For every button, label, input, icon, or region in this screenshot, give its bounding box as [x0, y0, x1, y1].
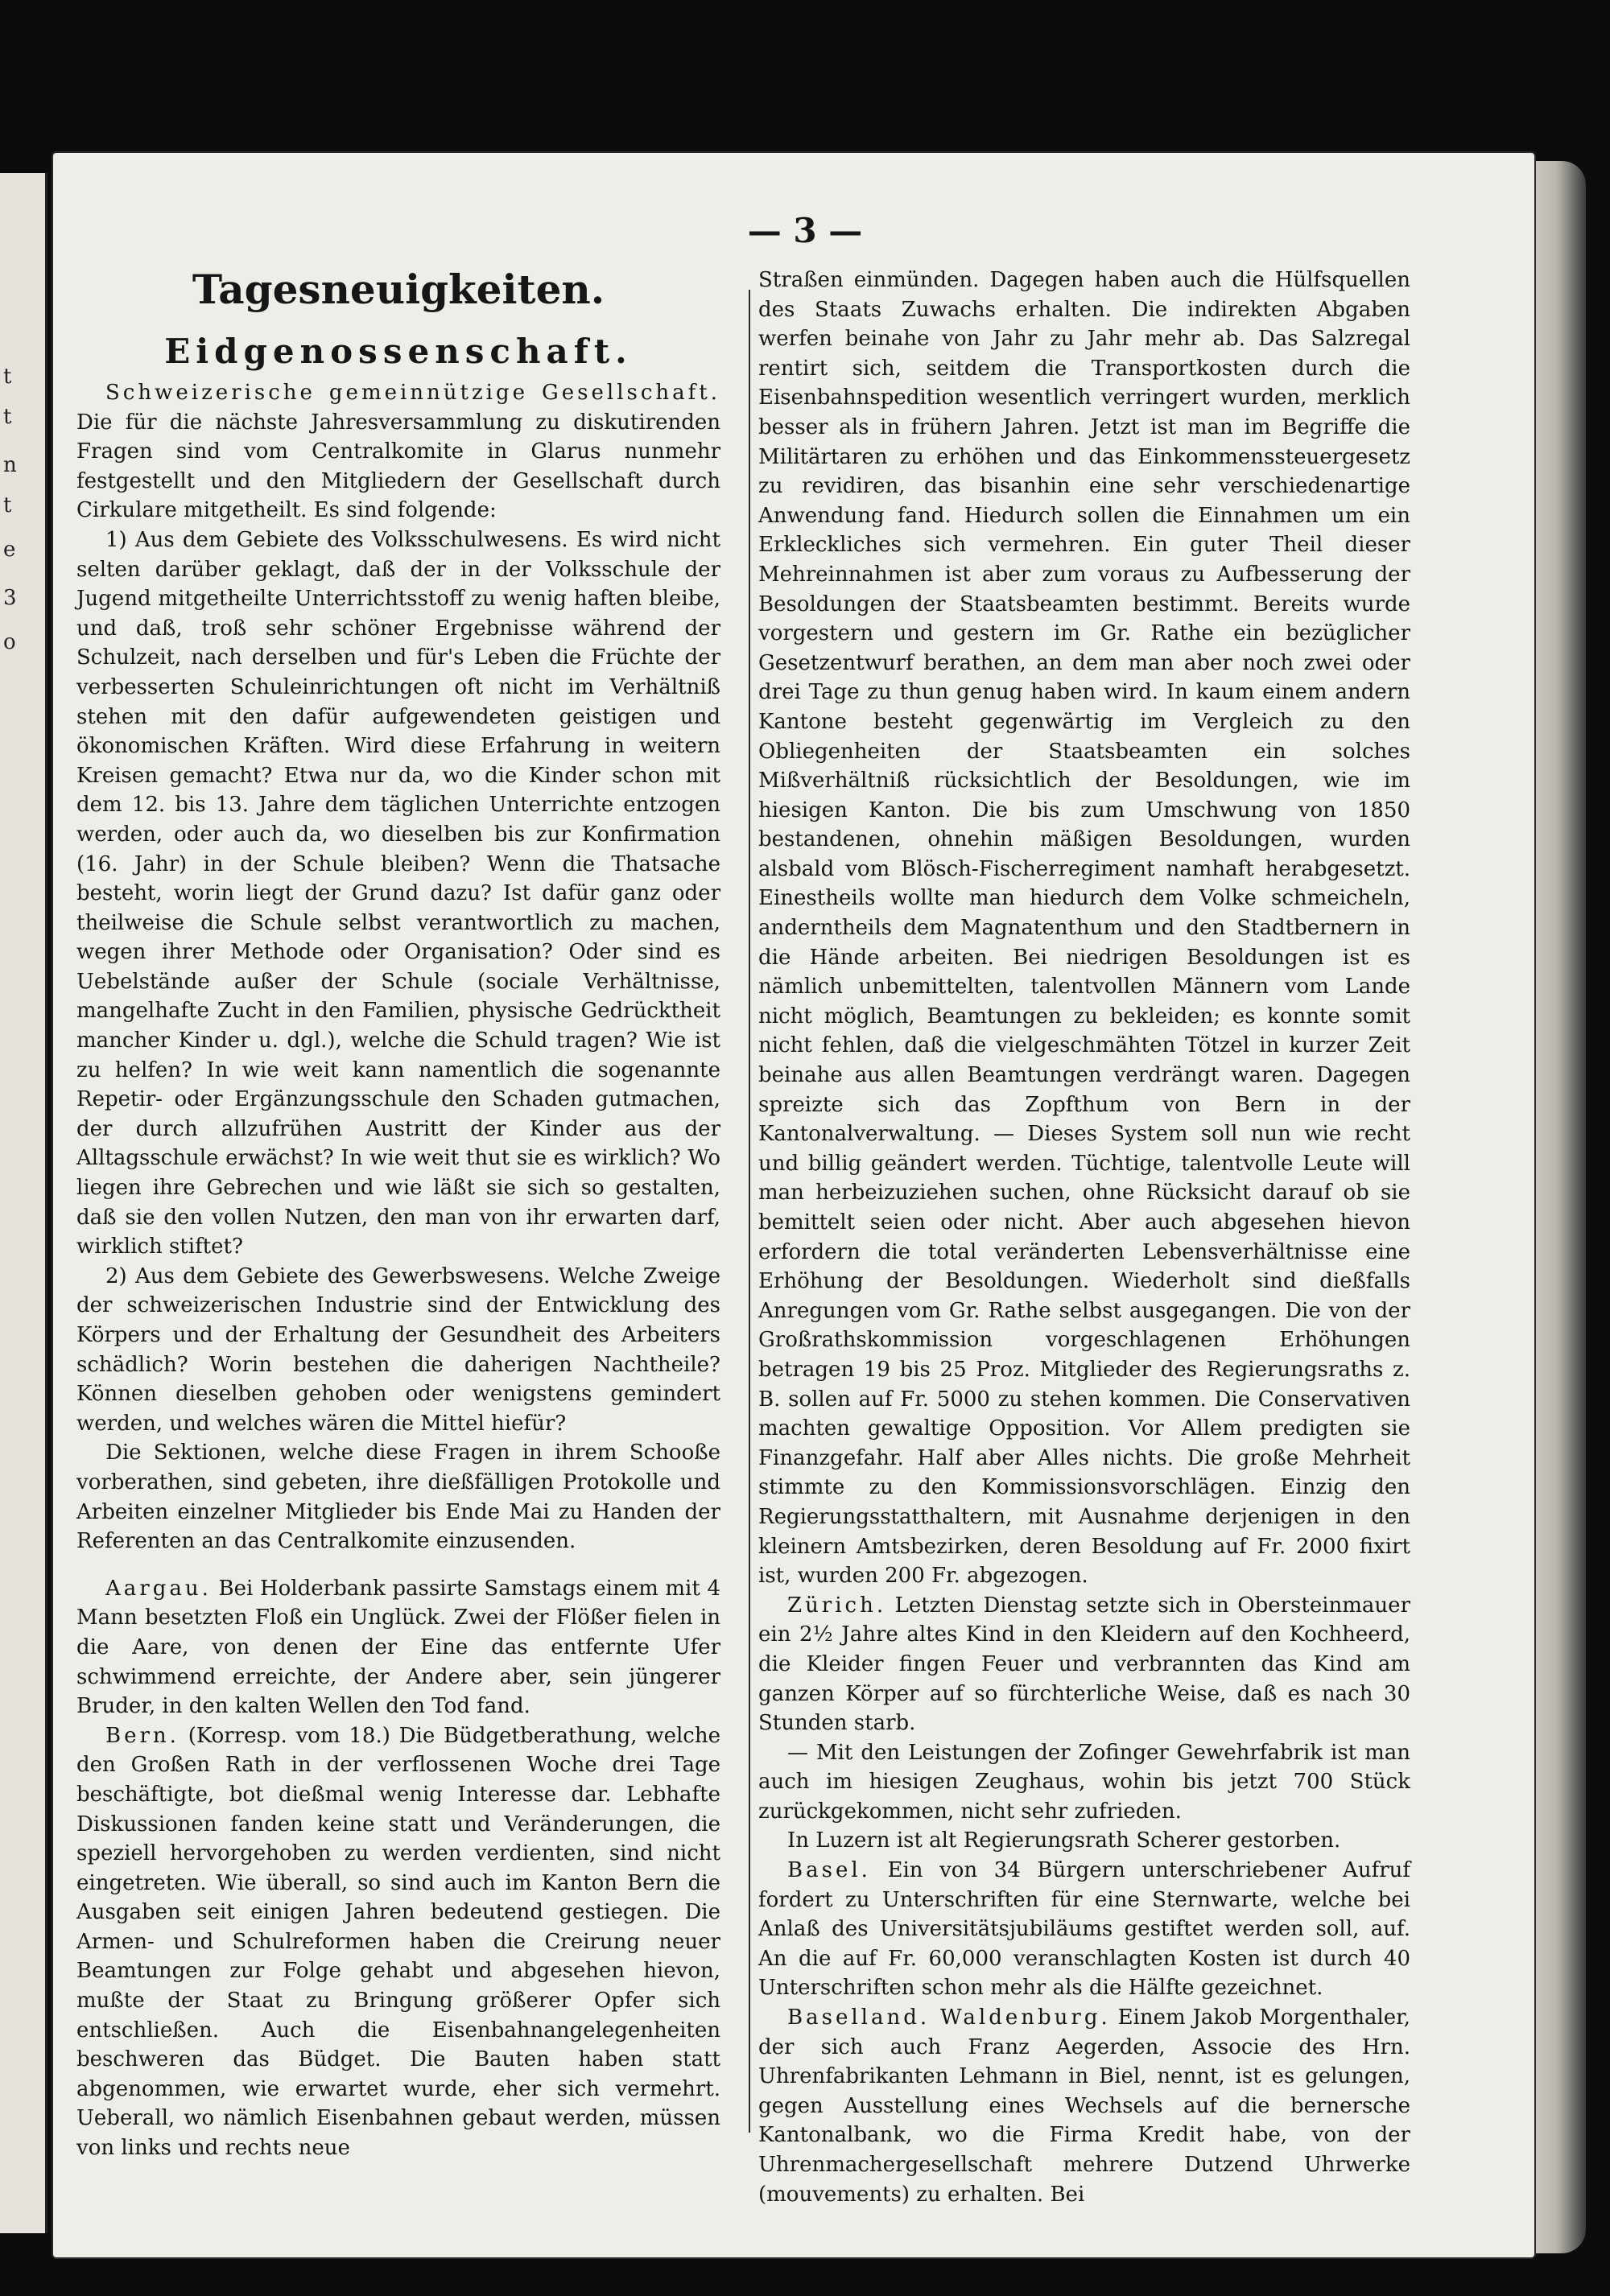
article-paragraph [758, 1856, 1410, 2003]
subsection-title: Eidgenossenschaft. [164, 332, 633, 371]
previous-page-fragment: n [3, 453, 17, 477]
article-text: Straßen einmünden. Dagegen haben auch die Hülfsquellen des Staats Zuwachs erhalten. Die indirekten Abgaben werfen beinahe von Jahr zu Jahr mehr ab. Das Salzregal rentirt sich, seitdem die Transportkosten durch die Eisenbahnspedition wesentlich verringert wurden, merklich besser als in frühern Jahren. Jetzt ist man im Begriffe die Militärtaren zu erhöhen und das Einkommenssteuergesetz zu revidiren, das bisanhin eine sehr verschiedenartige Anwendung fand. Hiedurch sollen die Einnahmen um ein Erkleckliches sich vermehren. Ein guter Theil dieser Mehreinnahmen ist aber zum voraus zu Aufbesserung der Besoldungen der Staatsbeamten bestimmt. Bereits wurde vorgestern und gestern im Gr. Rathe ein bezüglicher Gesetzentwurf berathen, an dem man aber noch zwei oder drei Tage zu thun genug haben wird. In kaum einem andern Kantone besteht gegenwärtig im Vergleich zu den Obliegenheiten der Staatsbeamten ein solches Mißverhältniß rücksichtlich der Besoldungen, wie im hiesigen Kanton. Die bis zum Umschwung von 1850 bestandenen, ohnehin mäßigen Besoldungen, wurden alsbald vom Blösch-Fischerregiment namhaft herabgesetzt. Einestheils wollte man hiedurch dem Volke schmeicheln, anderntheils dem Magnatenthum und den Stadtbernern in die Hände arbeiten. Bei niedrigen Besoldungen ist es nämlich unbemittelten, talentvollen Männern vom Lande nicht möglich, Beamtungen zu bekleiden; es konnte somit nicht fehlen, daß die vielgeschmähten Tötzel in kurzer Zeit beinahe aus allen Beamtungen verdrängt waren. Dagegen spreizte sich das Zopfthum von Bern in der Kantonalverwaltung. — Dieses System soll nun wie recht und billig geändert werden. Tüchtige, talentvolle Leute will man herbeizuziehen suchen, ohne Rücksicht darauf ob sie bemittelt seien oder nicht. Aber auch abgesehen hievon erfordern die total veränderten Lebensverhältnisse eine Erhöhung der Besoldungen. Wiederholt sind dießfalls Anregungen vom Gr. Rathe selbst ausgegangen. Die von der Großrathskommission vorgeschlagenen Erhöhungen betragen 19 bis 25 Proz. Mitglieder des Regierungsraths z. B. sollen auf Fr. 5000 zu stehen kommen. Die Conservativen machten gewaltige Opposition. Vor Allem predigten sie Finanzgefahr. Half aber Alles nichts. Die große Mehrheit stimmte zu den Kommissionsvorschlägen. Einzig den Regierungsstatthaltern, mit Ausnahme derjenigen in den kleinern Amtsbezirken, deren Besoldung auf Fr. 2000 fixirt ist, wurden 200 Fr. abgezogen. [758, 268, 1410, 1589]
article-paragraph [76, 1721, 720, 2163]
article-text: In Luzern ist alt Regierungsrath Scherer gestorben. [787, 1828, 1341, 1853]
article-text: (Korresp. vom 18.) Die Büdgetberathung, welche den Großen Rath in der verflossenen Woche drei Tage beschäftigte, bot dießmal wenig Interesse dar. Lebhafte Diskussionen fanden keine statt und Veränderungen, die speziell hervorgehoben zu werden verdienten, sind nicht eingetreten. Wie überall, so sind auch im Kanton Bern die Ausgaben seit einigen Jahren bedeutend gestiegen. Die Armen- und Schulreformen haben die Creirung neuer Beamtungen zur Folge gehabt und abgesehen hievon, mußte der Staat zu Bringung größerer Opfer sich entschließen. Auch die Eisenbahnangelegenheiten beschweren das Büdget. Die Bauten haben statt abgenommen, wie erwartet wurde, eher sich vermehrt. Ueberall, wo nämlich Eisenbahnen gebaut werden, müssen von links und rechts neue [76, 1723, 720, 2161]
article-text: Die für die nächste Jahresversammlung zu diskutirenden Fragen sind vom Centralkomite in Glarus nunmehr festgestellt und den Mitgliedern der Gesellschaft durch Cirkulare mitgetheilt. Es sind folgende: [76, 410, 720, 523]
left-column [76, 266, 720, 2163]
article-lead: 2) Aus dem Gebiete des Gewerbswesens. [105, 1263, 551, 1288]
article-text: Einem Jakob Morgenthaler, der sich auch Franz Aegerden, Associe des Hrn. Uhrenfabrikanten Lehmann in Biel, nennt, ist es gelungen, gegen Ausstellung eines Wechsels auf die bernersche Kantonalbank, wo die Firma Kredit habe, von der Uhrenmachergesellschaft mehrere Dutzend Uhrwerke (mouvements) zu erhalten. Bei [758, 2005, 1410, 2207]
article-text: Welche Zweige der schweizerischen Industrie sind der Entwicklung des Körpers und der Erhaltung der Gesundheit des Arbeiters schädlich? Worin bestehen die daherigen Nachtheile? Können dieselben gehoben oder wenigstens gemindert werden, und welches wären die Mittel hiefür? [76, 1263, 720, 1436]
article-paragraph [758, 1591, 1410, 1738]
article-lead: Aargau. [105, 1576, 212, 1601]
article-lead: Basel. [787, 1858, 871, 1883]
previous-page-fragment: t [3, 365, 12, 389]
article-text: Letzten Dienstag setzte sich in Obersteinmauer ein 2½ Jahre altes Kind in den Kleidern auf den Kochheerd, die Kleider fingen Feuer und verbrannten das Kind am ganzen Körper auf so fürchterliche Weise, daß es nach 30 Stunden starb. [758, 1593, 1410, 1736]
section-title: Tagesneuigkeiten. [192, 266, 605, 313]
article-text: Ein von 34 Bürgern unterschriebener Aufruf fordert zu Unterschriften für eine Sternwarte, welche bei Anlaß des Universitätsjubiläums gestiftet werden soll, auf. An die auf Fr. 60,000 veranschlagten Kosten ist durch 40 Unterschriften schon mehr als die Hälfte gezeichnet. [758, 1858, 1411, 2001]
previous-page-fragment: e [3, 538, 16, 562]
previous-page-fragment: t [3, 493, 12, 517]
article-text: Es wird nicht selten darüber geklagt, daß der in der Volksschule der Jugend mitgetheilte Unterrichtsstoff zu wenig haften bleibe, und daß, troß sehr schöner Ergebnisse während der Schulzeit, nach derselben und für's Leben die Früchte der verbesserten Schuleinrichtungen oft nicht im Verhältniß stehen mit den dafür aufgewendeten geistigen und ökonomischen Kräften. Wird diese Erfahrung in weitern Kreisen gemacht? Etwa nur da, wo die Kinder schon mit dem 12. bis 13. Jahre dem täglichen Unterrichte entzogen werden, oder auch da, wo dieselben bis zur Konfirmation (16. Jahr) in der Schule bleiben? Wenn die Thatsache besteht, worin liegt der Grund dazu? Ist dafür ganz oder theilweise die Schule selbst verantwortlich zu machen, wegen ihrer Methode oder Organisation? Oder sind es Uebelstände außer der Schule (sociale Verhältnisse, mangelhafte Zucht in den Familien, physische Gedrücktheit mancher Kinder u. dgl.), welche die Schuld tragen? Wie ist zu helfen? In wie weit kann namentlich die sogenannte Repetir- oder Ergänzungsschule den Schaden gutmachen, der durch allzufrühen Austritt der Kinder aus der Alltagsschule erwächst? In wie weit thut sie es wirklich? Wo liegen ihre Gebrechen und wie läßt sie sich so gestalten, daß sie den vollen Nutzen, den man von ihr erwarten darf, wirklich stiftet? [76, 527, 720, 1259]
previous-page-fragment: 3 [3, 586, 17, 610]
article-text: — Mit den Leistungen der Zofinger Gewehrfabrik ist man auch im hiesigen Zeughaus, wohin bis jetzt 700 Stück zurückgekommen, nicht sehr zufrieden. [758, 1740, 1410, 1824]
article-paragraph [758, 2003, 1410, 2209]
article-text: Die Sektionen, welche diese Fragen in ihrem Schooße vorberathen, sind gebeten, ihre dießfälligen Protokolle und Arbeiten einzelner Mitglieder bis Ende Mai zu Handen der Referenten an das Centralkomite einzusenden. [76, 1441, 720, 1554]
article-paragraph [76, 1262, 720, 1439]
article-lead: 1) Aus dem Gebiete des Volksschulwesens. [105, 527, 568, 552]
column-divider [749, 290, 750, 2133]
page-number: — 3 — [747, 211, 863, 250]
article-paragraph [76, 1438, 720, 1556]
article-paragraph [758, 1738, 1410, 1827]
article-lead: Bern. [105, 1723, 180, 1748]
right-column [758, 266, 1410, 2209]
article-text: Bei Holderbank passirte Samstags einem mit 4 Mann besetzten Floß ein Unglück. Zwei der Flößer fielen in die Aare, von denen der Eine das entfernte Ufer schwimmend erreichte, der Andere aber, sein jüngerer Bruder, in den kalten Wellen den Tod fand. [76, 1576, 720, 1719]
previous-page-fragment: o [3, 630, 16, 654]
article-lead: Schweizerische gemeinnützige Gesellschaft. [105, 381, 720, 405]
previous-page-strip [0, 173, 47, 2233]
article-paragraph [76, 1574, 720, 1721]
article-paragraph [76, 378, 720, 526]
article-lead: Baselland. Waldenburg. [787, 2005, 1111, 2030]
article-paragraph [76, 526, 720, 1262]
previous-page-fragment: t [3, 405, 12, 429]
article-lead: Zürich. [787, 1593, 887, 1618]
article-paragraph [758, 266, 1410, 1591]
article-paragraph [758, 1826, 1410, 1856]
